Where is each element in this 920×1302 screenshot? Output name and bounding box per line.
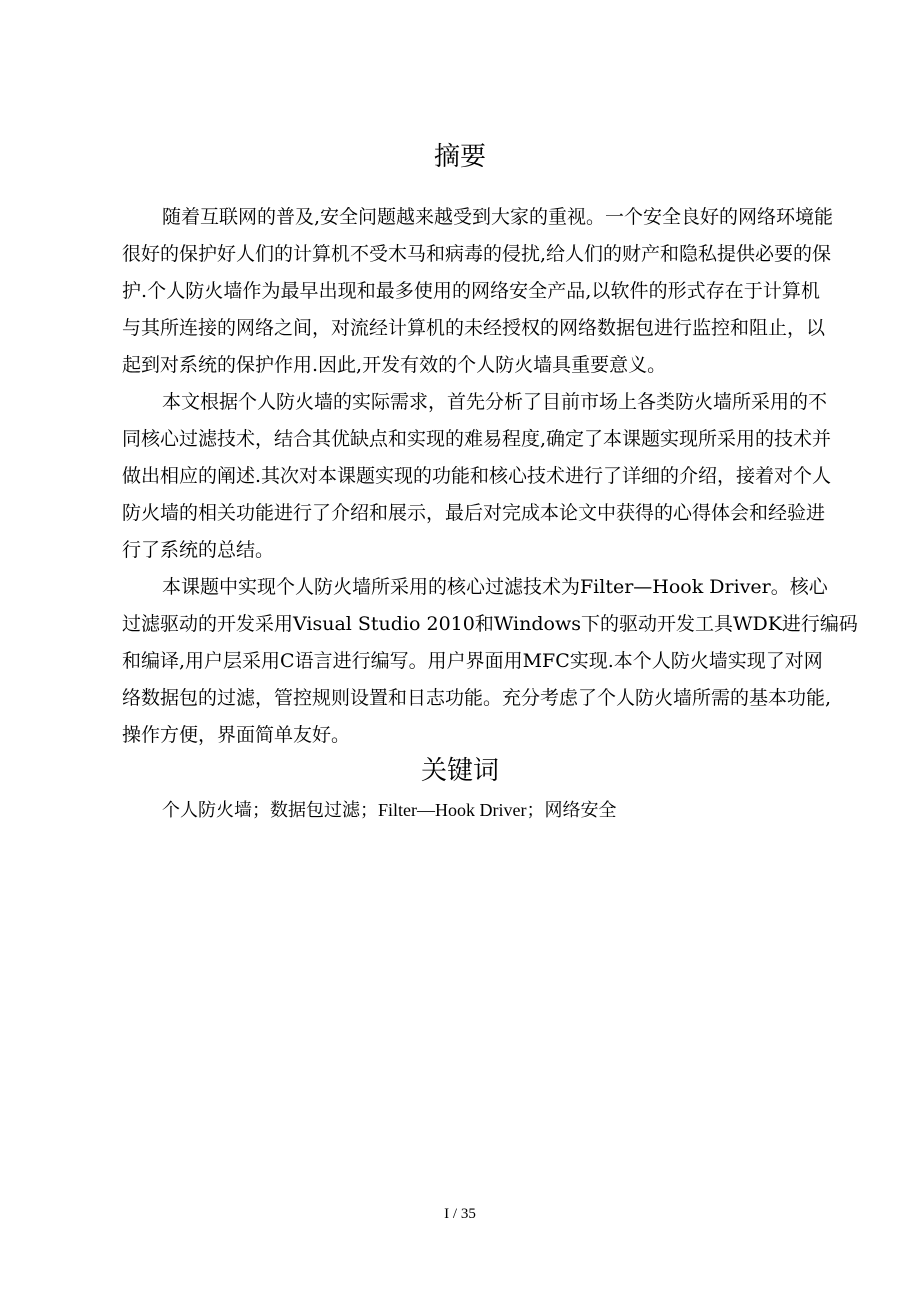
text-line: 同核心过滤技术，结合其优缺点和实现的难易程度,确定了本课题实现所采用的技术并 [122, 428, 832, 450]
text-line: 随着互联网的普及,安全问题越来越受到大家的重视。一个安全良好的网络环境能 [162, 206, 834, 228]
page-number: I / 35 [444, 1206, 476, 1222]
paragraph-2 [122, 384, 832, 569]
text-line: 本课题中实现个人防火墙所采用的核心过滤技术为Filter—Hook Driver。核心 [162, 576, 828, 598]
paragraph-1 [122, 199, 834, 384]
paragraph-3 [122, 569, 858, 754]
text-line: 络数据包的过滤，管控规则设置和日志功能。充分考虑了个人防火墙所需的基本功能, [122, 687, 832, 709]
text-line: 防火墙的相关功能进行了介绍和展示，最后对完成本论文中获得的心得体会和经验进 [122, 502, 826, 524]
text-line: 起到对系统的保护作用.因此,开发有效的个人防火墙具重要意义。 [122, 354, 667, 376]
text-line: 做出相应的阐述.其次对本课题实现的功能和核心技术进行了详细的介绍，接着对个人 [122, 465, 832, 487]
text-line: 与其所连接的网络之间，对流经计算机的未经授权的网络数据包进行监控和阻止，以 [122, 317, 826, 339]
keywords: 个人防火墙；数据包过滤；Filter—Hook Driver；网络安全 [162, 800, 617, 820]
abstract-body [122, 199, 858, 754]
text-line: 操作方便，界面简单友好。 [122, 724, 351, 746]
text-line: 本文根据个人防火墙的实际需求，首先分析了目前市场上各类防火墙所采用的不 [162, 391, 828, 413]
text-line: 过滤驱动的开发采用Visual Studio 2010和Windows下的驱动开发工具WDK进行编码 [122, 613, 858, 635]
text-line: 和编译,用户层采用C语言进行编写。用户界面用MFC实现.本个人防火墙实现了对网 [122, 650, 823, 672]
abstract-title: 摘要 [433, 142, 486, 172]
text-line: 很好的保护好人们的计算机不受木马和病毒的侵扰,给人们的财产和隐私提供必要的保 [122, 243, 832, 265]
keywords-title: 关键词 [420, 756, 499, 786]
text-line: 行了系统的总结。 [122, 539, 275, 561]
text-line: 护.个人防火墙作为最早出现和最多使用的网络安全产品,以软件的形式存在于计算机 [122, 280, 820, 302]
